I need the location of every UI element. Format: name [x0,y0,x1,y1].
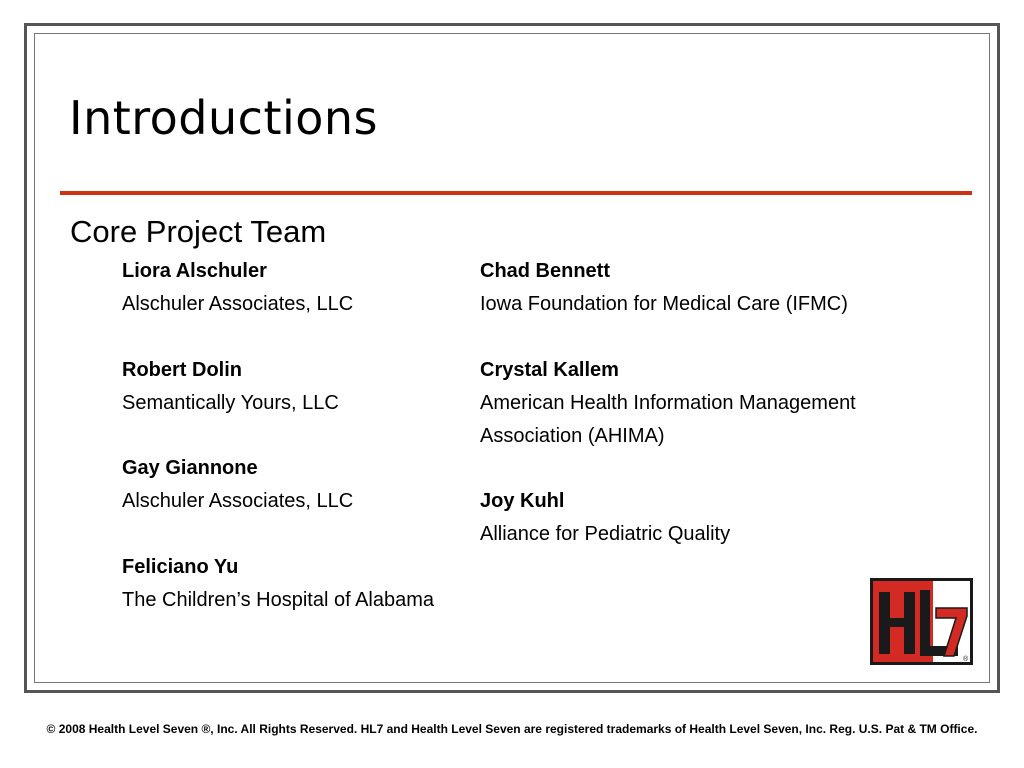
team-member-name: Chad Bennett [480,260,610,282]
team-member-name: Gay Giannone [122,457,258,479]
hl7-logo [870,578,973,665]
team-member-org: Alliance for Pediatric Quality [480,523,731,545]
slide-title: Introductions [69,91,379,145]
team-member-org: Association (AHIMA) [480,425,665,447]
team-member-org: The Children’s Hospital of Alabama [122,589,435,611]
section-heading: Core Project Team [70,214,327,249]
team-member-name: Feliciano Yu [122,556,239,578]
team-member-org: Alschuler Associates, LLC [122,490,354,512]
team-member-name: Crystal Kallem [480,359,619,381]
logo-h-crossbar [879,618,915,627]
team-member-org: Iowa Foundation for Medical Care (IFMC) [480,293,848,315]
logo-registered-mark: ® [963,656,969,663]
team-member-name: Liora Alschuler [122,260,267,282]
team-member-org: Semantically Yours, LLC [122,392,339,414]
team-member-org: American Health Information Management [480,392,856,414]
team-member-name: Joy Kuhl [480,490,565,512]
team-member-org: Alschuler Associates, LLC [122,293,354,315]
team-member-name: Robert Dolin [122,359,242,381]
title-divider [60,191,972,195]
footer-copyright: © 2008 Health Level Seven ®, Inc. All Rights Reserved. HL7 and Health Level Seven are registered trademarks of Health Level Seven, Inc. Reg. U.S. Pat & TM Office. [46,722,978,736]
